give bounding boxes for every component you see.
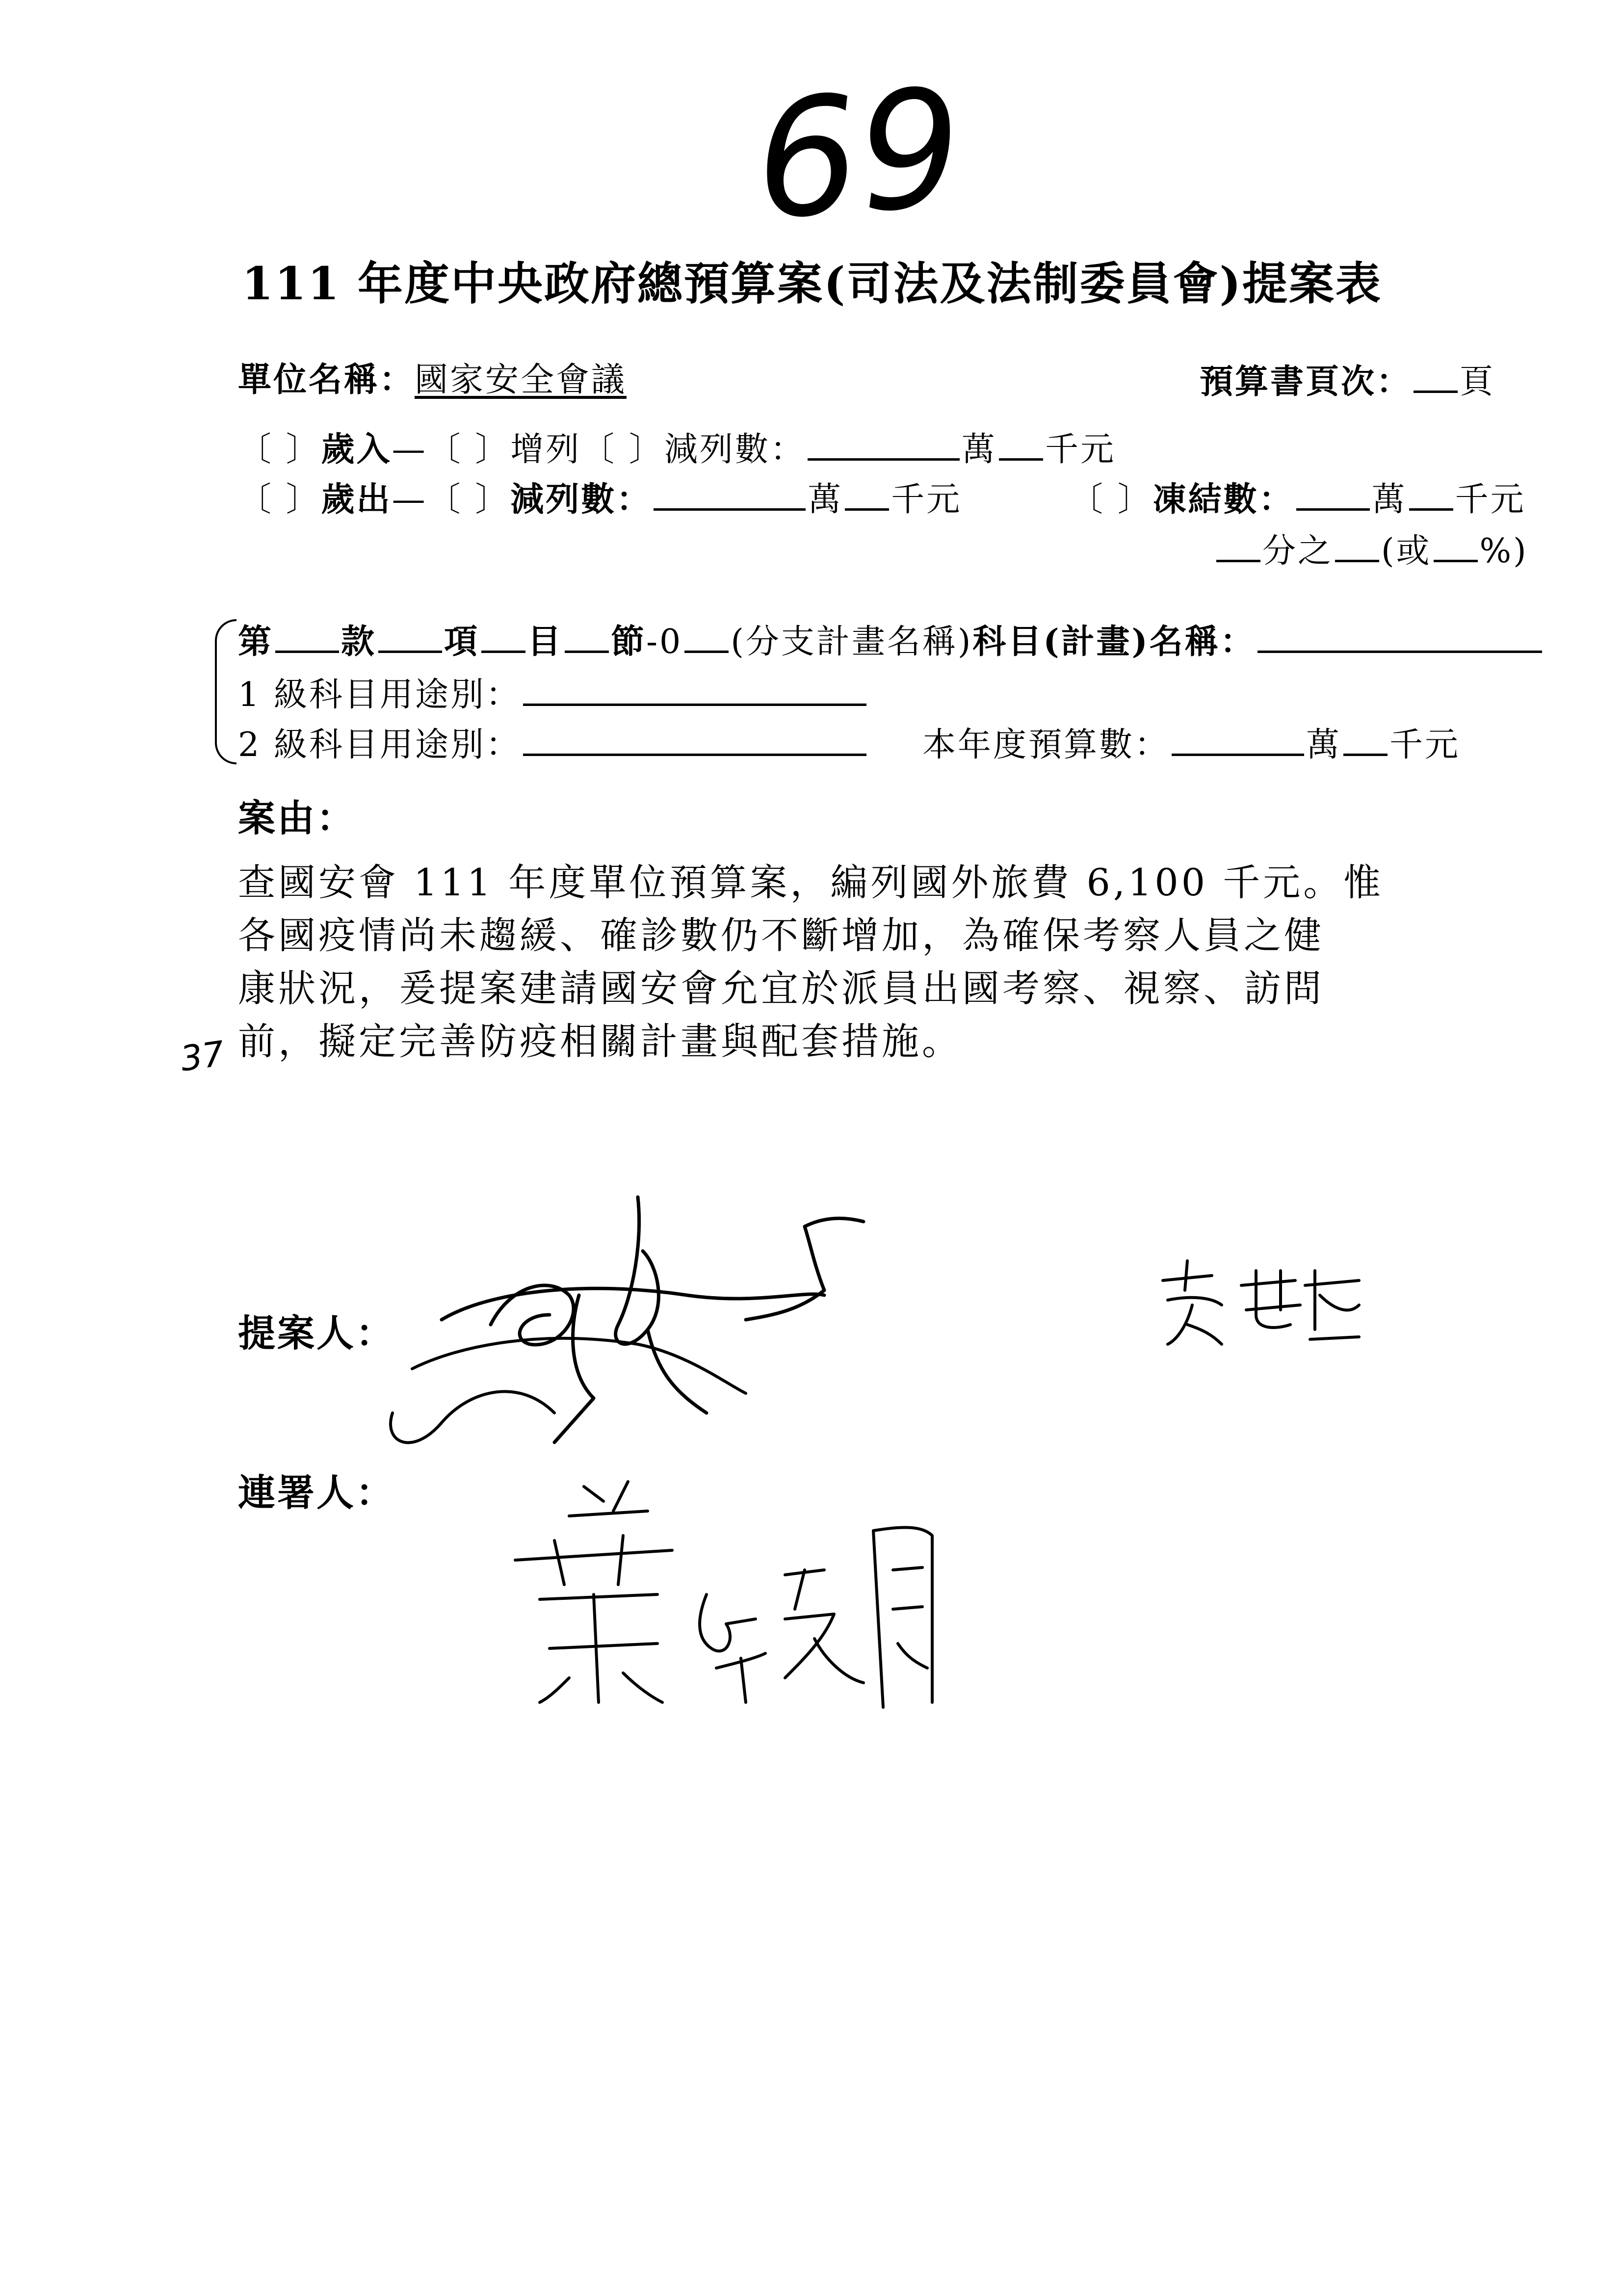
budget-page-suffix: 頁 <box>1460 363 1495 401</box>
branch-plan: (分支計畫名稱) <box>731 623 973 661</box>
income-wan-unit: 萬 <box>961 430 997 469</box>
section-brace <box>215 619 236 764</box>
section-kuan: 款 <box>341 622 377 661</box>
fraction-blank-1 <box>1216 532 1260 562</box>
expense-decrease-checkbox: 〔 〕 <box>427 480 511 519</box>
reason-heading: 案由： <box>238 796 356 840</box>
income-dash: — <box>392 430 427 469</box>
expense-dash: — <box>392 480 427 519</box>
reason-line: 查國安會 111 年度單位預算案，編列國外旅費 6,100 千元。惟 <box>238 861 1384 904</box>
budget-page-label: 預算書頁次： <box>1200 362 1412 401</box>
jie-blank <box>565 623 609 653</box>
increase-label: 增列 <box>510 430 581 469</box>
subject-blank <box>1257 623 1542 653</box>
decrease-checkbox: 〔 〕 <box>581 430 664 469</box>
margin-note: 37 <box>178 1033 227 1079</box>
annual-wan-blank <box>1172 726 1304 756</box>
unit-name: 國家安全會議 <box>415 361 627 399</box>
or-open: (或 <box>1381 532 1432 571</box>
xiang-blank <box>378 623 442 653</box>
level1-row <box>238 676 868 712</box>
fraction-row <box>1214 532 1528 571</box>
budget-page-row <box>1200 363 1495 399</box>
section-mu: 目 <box>527 622 563 661</box>
section-dash-zero: -0 <box>646 623 683 661</box>
income-checkbox: 〔 〕 <box>238 430 321 469</box>
expense-checkbox: 〔 〕 <box>238 480 321 519</box>
budget-page-blank <box>1414 363 1458 393</box>
expense-qian-blank <box>845 481 889 511</box>
fraction-of: 分之 <box>1262 532 1334 571</box>
unit-row <box>238 360 627 399</box>
expense-decrease-label: 減列數： <box>510 480 652 519</box>
expense-label: 歲出 <box>321 480 392 519</box>
section-row <box>238 623 1544 659</box>
level1-blank <box>523 676 866 706</box>
page-title: 111 年度中央政府總預算案(司法及法制委員會)提案表 <box>241 257 1383 310</box>
income-wan-blank <box>808 431 960 461</box>
kuan-blank <box>275 623 339 653</box>
mu-blank <box>481 623 525 653</box>
annual-qian-blank <box>1343 726 1388 756</box>
branch-blank <box>684 623 729 653</box>
income-decrease-label: 減列數： <box>664 430 806 469</box>
income-qian-unit: 千元 <box>1045 430 1116 469</box>
cosigner-label: 連署人： <box>238 1471 395 1514</box>
proposer-label: 提案人： <box>238 1311 395 1355</box>
reason-line: 康狀況，爰提案建請國安會允宜於派員出國考察、視察、訪問 <box>238 966 1324 1010</box>
frozen-checkbox: 〔 〕 <box>1070 480 1153 519</box>
percent-close: %) <box>1479 532 1528 571</box>
frozen-wan-blank <box>1296 481 1370 511</box>
income-label: 歲入 <box>321 430 392 469</box>
section-di: 第 <box>238 622 274 661</box>
level2-label: 2 級科目用途別： <box>238 726 521 764</box>
expense-qian-unit: 千元 <box>891 480 962 519</box>
level2-blank <box>523 726 866 756</box>
frozen-label: 凍結數： <box>1153 480 1294 519</box>
cosigner-signature <box>510 1472 952 1727</box>
frozen-wan-unit: 萬 <box>1371 480 1407 519</box>
reason-line: 各國疫情尚未趨緩、確診數仍不斷增加，為確保考察人員之健 <box>238 913 1324 957</box>
unit-label: 單位名稱： <box>238 360 415 399</box>
annual-qian-unit: 千元 <box>1389 726 1461 764</box>
reason-line: 前，擬定完善防疫相關計畫與配套措施。 <box>238 1019 962 1063</box>
expense-wan-blank <box>654 481 806 511</box>
page-number: 69 <box>749 53 968 256</box>
income-row <box>238 431 1116 467</box>
percent-blank <box>1434 532 1478 562</box>
expense-row <box>238 481 962 517</box>
subject-label: 科目(計畫)名稱： <box>972 622 1256 661</box>
increase-checkbox: 〔 〕 <box>427 430 511 469</box>
section-xiang: 項 <box>444 622 480 661</box>
proposer-signature-1 <box>383 1168 981 1462</box>
annual-budget-row <box>922 726 1460 762</box>
frozen-row <box>1070 481 1526 517</box>
reason-body <box>238 856 1440 1068</box>
fraction-blank-2 <box>1335 532 1379 562</box>
level1-label: 1 級科目用途別： <box>238 676 521 714</box>
annual-budget-label: 本年度預算數： <box>922 726 1170 764</box>
expense-wan-unit: 萬 <box>808 480 843 519</box>
proposer-signature-2 <box>1158 1256 1364 1354</box>
frozen-qian-blank <box>1409 481 1453 511</box>
frozen-qian-unit: 千元 <box>1455 480 1526 519</box>
annual-wan-unit: 萬 <box>1306 726 1342 764</box>
section-jie: 節 <box>611 622 647 661</box>
income-qian-blank <box>999 431 1043 461</box>
level2-row <box>238 726 868 762</box>
